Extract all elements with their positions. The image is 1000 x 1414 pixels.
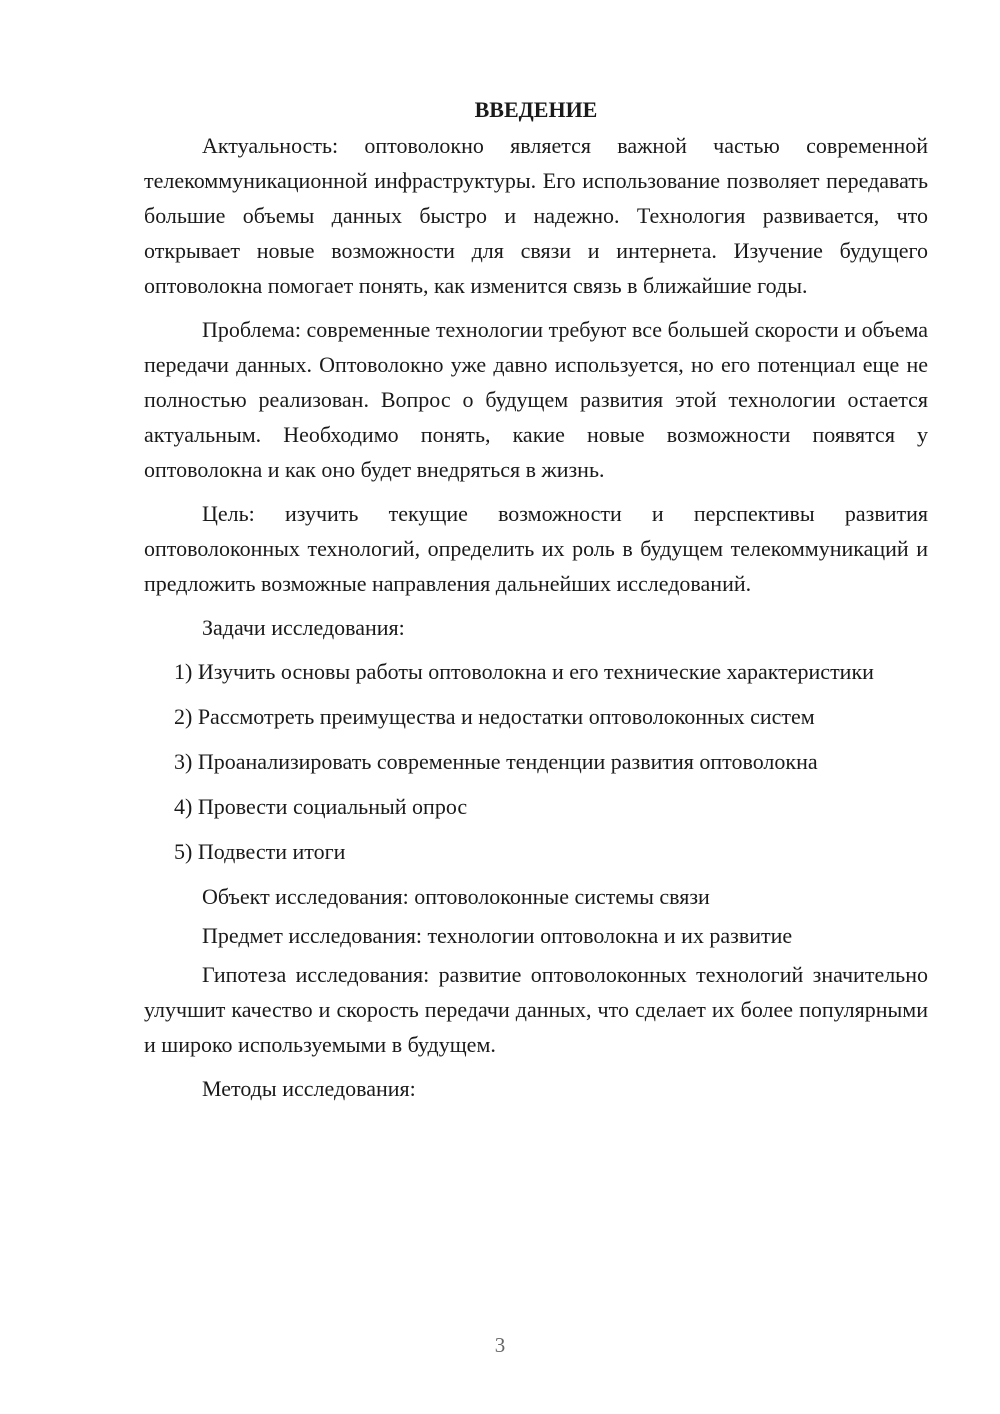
- goal-paragraph: Цель: изучить текущие возможности и перспективы развития оптоволоконных технологий, определить их роль в будущем телекоммуникаций и предложить возможные направления дальнейших исследований.: [144, 501, 928, 596]
- page-number: 3: [494, 1333, 506, 1357]
- hypothesis-paragraph: Гипотеза исследования: развитие оптоволоконных технологий значительно улучшит качество и скорость передачи данных, что сделает их более популярными и широко используемыми в будущем.: [144, 962, 928, 1057]
- task-item-2: 2) Рассмотреть преимущества и недостатки оптоволоконных систем: [174, 704, 815, 729]
- task-item-1: 1) Изучить основы работы оптоволокна и его технические характеристики: [174, 659, 874, 684]
- task-item-3: 3) Проанализировать современные тенденции развития оптоволокна: [174, 749, 818, 774]
- problem-paragraph: Проблема: современные технологии требуют все большей скорости и объема передачи данных. Оптоволокно уже давно используется, но его потенциал еще не полностью реализован. Вопрос о будущем развития этой технологии остается актуальным. Необходимо понять, какие новые возможности появятся у оптоволокна и как оно будет внедряться в жизнь.: [144, 317, 928, 482]
- tasks-heading: Задачи исследования:: [202, 615, 405, 640]
- subject-paragraph: Предмет исследования: технологии оптоволокна и их развитие: [202, 923, 793, 948]
- object-paragraph: Объект исследования: оптоволоконные системы связи: [202, 884, 710, 909]
- relevance-paragraph: Актуальность: оптоволокно является важной частью современной телекоммуникационной инфраструктуры. Его использование позволяет передавать большие объемы данных быстро и надежно. Технология развивается, что открывает новые возможности для связи и интернета. Изучение будущего оптоволокна помогает понять, как изменится связь в ближайшие годы.: [144, 133, 928, 298]
- methods-heading: Методы исследования:: [202, 1076, 416, 1101]
- task-item-5: 5) Подвести итоги: [174, 839, 346, 864]
- page-content: [144, 92, 928, 1115]
- tasks-list: [144, 654, 928, 869]
- task-item-4: 4) Провести социальный опрос: [174, 794, 468, 819]
- page-title: ВВЕДЕНИЕ: [474, 97, 598, 122]
